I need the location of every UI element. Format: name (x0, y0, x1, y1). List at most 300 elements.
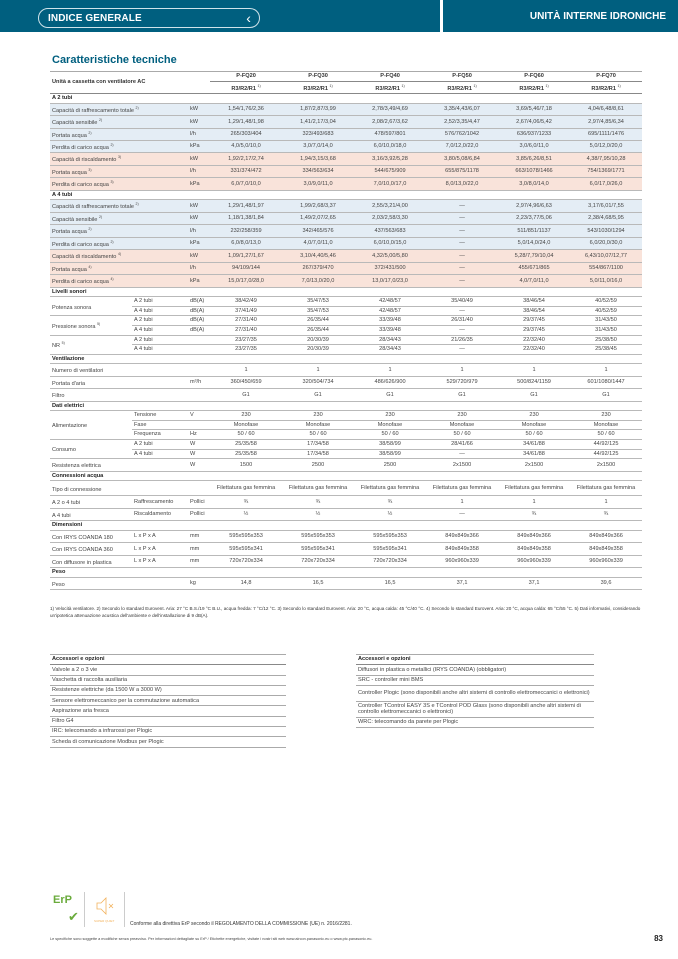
cell-value: 42/48/57 (354, 297, 426, 307)
table-row (50, 306, 642, 316)
cell-value: 1 (498, 496, 570, 508)
row-label: Capacità di raffrescamento totale $^{2)}$ (50, 103, 188, 115)
row-label: Alimentazione (50, 411, 132, 440)
chevron-left-icon[interactable]: ‹ (246, 10, 251, 26)
cell-value: 7,0/10,0/17,0 (354, 178, 426, 190)
cell-value: 1,92/2,17/2,74 (210, 153, 282, 165)
cell-value: 50 / 60 (282, 430, 354, 440)
cell-value: 334/563/634 (282, 165, 354, 177)
cell-value: Filettatura gas femmina (570, 481, 642, 496)
cell-value: 3,16/3,92/5,28 (354, 153, 426, 165)
group-header-row: Ventilazione (50, 354, 642, 364)
table-row (50, 103, 642, 115)
row-unit (188, 335, 210, 345)
cell-value: — (426, 306, 498, 316)
accessory-item: Resistenze elettriche (da 1500 W a 3000 W) (50, 685, 286, 695)
cell-value: G1 (570, 389, 642, 401)
row-label: Con IRYS COANDA 360 (50, 543, 132, 555)
row-unit: kW (188, 250, 210, 262)
accessory-item: Filtro G4 (50, 716, 286, 726)
row-label: Portata acqua $^{2)}$ (50, 225, 188, 237)
cell-value: 230 (354, 411, 426, 421)
group-header-row: Dimensioni (50, 521, 642, 531)
cell-value: 33/39/48 (354, 316, 426, 326)
cell-value: 1 (426, 496, 498, 508)
cell-value: — (426, 225, 498, 237)
row-unit: kPa (188, 141, 210, 153)
accessory-item: Controller Plogic (sono disponibili anche altri sistemi di controllo elettromeccanici o elettronici) (356, 685, 594, 701)
cell-value: 17/34/58 (282, 449, 354, 459)
super-quiet-badge (89, 892, 125, 927)
cell-value: 849x849x366 (570, 530, 642, 542)
table-title: Unità a cassetta con ventilatore AC (50, 72, 210, 94)
cell-value: Monofase (498, 420, 570, 430)
cell-value: 35/47/53 (282, 297, 354, 307)
table-row (50, 316, 642, 326)
cell-value: Filettatura gas femmina (498, 481, 570, 496)
cell-value: 16,5 (354, 577, 426, 589)
accessories-header: Accessori e opzioni (356, 655, 594, 665)
row-unit (188, 420, 210, 430)
table-row (50, 165, 642, 177)
table-row (50, 530, 642, 542)
cell-value: 1 (210, 364, 282, 376)
table-row (50, 116, 642, 128)
cell-value: 1 (570, 364, 642, 376)
cell-value: 1,41/2,17/3,04 (282, 116, 354, 128)
cell-value: 230 (498, 411, 570, 421)
cell-value: 230 (282, 411, 354, 421)
cell-value: ¾ (354, 496, 426, 508)
cell-value: 6,0/20,0/30,0 (570, 237, 642, 249)
table-row (50, 178, 642, 190)
cell-value: 25/35/58 (210, 440, 282, 450)
cell-value: 39,6 (570, 577, 642, 589)
cell-value: 655/875/1178 (426, 165, 498, 177)
table-row (50, 420, 642, 430)
table-row (50, 335, 642, 345)
row-unit: kW (188, 212, 210, 224)
cell-value: 50 / 60 (210, 430, 282, 440)
row-sublabel: Fase (132, 420, 188, 430)
cell-value: 230 (210, 411, 282, 421)
cell-value: 3,69/5,46/7,18 (498, 103, 570, 115)
accessory-item: Aspirazione aria fresca (50, 706, 286, 716)
row-label: Portata d'aria (50, 376, 188, 388)
row-sublabel: Tensione (132, 411, 188, 421)
cell-value: 1 (498, 364, 570, 376)
cell-value: 267/379/470 (282, 262, 354, 274)
row-unit: kPa (188, 275, 210, 287)
row-sublabel: A 2 tubi (132, 316, 188, 326)
cell-value: 849x849x366 (426, 530, 498, 542)
speed-header: R3/R2/R1 $^{1)}$ (210, 81, 282, 93)
cell-value: Monofase (426, 420, 498, 430)
footnotes: 1) Velocità ventilatore. 2) Secondo lo standard Eurovent. Aria: 27 °C B.S./19 °C B.U., acqua fredda: 7 °C/12 °C. 3) Secondo lo standard Eurovent. Aria: 20 °C, acqua calda: 45 °C/40 °C. 4) Secondo lo standard Eurovent. Aria: 20 °C, acqua calda: 65 °C/55 °C. 5) Dati informativi, considerando un'ipotetica attenuazione acustica dell'ambiente e dell'installazione di 9 dB(A). (50, 606, 641, 618)
cell-value: 44/92/125 (570, 440, 642, 450)
table-row (50, 212, 642, 224)
group-header-row: Peso (50, 568, 642, 578)
cell-value: Monofase (210, 420, 282, 430)
cell-value: 26/35/44 (282, 316, 354, 326)
cell-value: 3,0/6,0/11,0 (498, 141, 570, 153)
row-unit: kW (188, 153, 210, 165)
row-unit: dB(A) (188, 306, 210, 316)
cell-value: 486/626/900 (354, 376, 426, 388)
cell-value: 4,0/5,0/10,0 (210, 141, 282, 153)
row-unit (188, 481, 210, 496)
cell-value: 35/40/49 (426, 297, 498, 307)
cell-value: 3,0/8,0/14,0 (498, 178, 570, 190)
row-label: Perdita di carico acqua $^{2)}$ (50, 237, 188, 249)
cell-value: 1,87/2,87/3,99 (282, 103, 354, 115)
cell-value: 20/30/39 (282, 335, 354, 345)
row-label: A 2 o 4 tubi (50, 496, 132, 508)
row-label: A 4 tubi (50, 508, 132, 520)
cell-value: 2,55/3,21/4,00 (354, 200, 426, 212)
cell-value: 25/38/50 (570, 335, 642, 345)
accessory-item: Sensore elettromeccanico per la commutazione automatica (50, 696, 286, 706)
table-row (50, 496, 642, 508)
cell-value: 2,97/4,96/6,63 (498, 200, 570, 212)
cell-value: 3,17/6,01/7,55 (570, 200, 642, 212)
table-row (50, 225, 642, 237)
cell-value: 720x720x334 (282, 555, 354, 567)
cell-value: ¾ (282, 496, 354, 508)
cell-value: 1,29/1,48/1,98 (210, 116, 282, 128)
table-row (50, 449, 642, 459)
row-unit: dB(A) (188, 316, 210, 326)
row-label: Perdita di carico acqua $^{3)}$ (50, 178, 188, 190)
cell-value: 1,49/2,07/2,65 (282, 212, 354, 224)
cell-value: 2,97/4,85/6,34 (570, 116, 642, 128)
cell-value: 544/675/909 (354, 165, 426, 177)
row-label: Perdita di carico acqua $^{4)}$ (50, 275, 188, 287)
cell-value: Filettatura gas femmina (426, 481, 498, 496)
cell-value: 1,29/1,48/1,97 (210, 200, 282, 212)
cell-value: 5,0/11,0/16,0 (570, 275, 642, 287)
cell-value: 6,0/10,0/15,0 (354, 237, 426, 249)
row-sublabel: A 4 tubi (132, 345, 188, 355)
cell-value: 13,0/17,0/23,0 (354, 275, 426, 287)
table-row (50, 297, 642, 307)
row-unit: kPa (188, 178, 210, 190)
cell-value: 695/1111/1476 (570, 128, 642, 140)
cell-value: — (426, 250, 498, 262)
accessories-header: Accessori e opzioni (50, 655, 286, 665)
cell-value: Monofase (282, 420, 354, 430)
row-sublabel: A 2 tubi (132, 440, 188, 450)
row-unit (188, 389, 210, 401)
erp-label: ErP (53, 894, 72, 906)
row-label: Capacità di riscaldamento $^{3)}$ (50, 153, 188, 165)
cell-value: ½ (354, 508, 426, 520)
cell-value: — (426, 200, 498, 212)
row-sublabel: A 2 tubi (132, 335, 188, 345)
row-sublabel: A 4 tubi (132, 306, 188, 316)
row-label: Capacità di riscaldamento $^{4)}$ (50, 250, 188, 262)
cell-value: 3,0/9,0/11,0 (282, 178, 354, 190)
cell-value: 38/46/54 (498, 306, 570, 316)
row-label: Resistenza elettrica (50, 459, 188, 471)
cell-value: 38/58/99 (354, 449, 426, 459)
row-unit: W (188, 449, 210, 459)
speed-header: R3/R2/R1 $^{1)}$ (570, 81, 642, 93)
row-unit: Pollici (188, 496, 210, 508)
cell-value: 720x720x334 (354, 555, 426, 567)
cell-value: 7,0/12,0/22,0 (426, 141, 498, 153)
row-sublabel: L x P x A (132, 530, 188, 542)
accessory-item: Vaschetta di raccolta ausiliaria (50, 675, 286, 685)
cell-value: 1 (282, 364, 354, 376)
cell-value: 595x595x353 (210, 530, 282, 542)
row-label: Filtro (50, 389, 188, 401)
cell-value: 26/35/44 (282, 325, 354, 335)
cell-value: 6,0/17,0/26,0 (570, 178, 642, 190)
cell-value: 543/1030/1294 (570, 225, 642, 237)
cell-value: 849x849x358 (426, 543, 498, 555)
table-row (50, 440, 642, 450)
cell-value: 20/30/39 (282, 345, 354, 355)
cell-value: 37,1 (498, 577, 570, 589)
model-header: P-FQ50 (426, 72, 498, 82)
cell-value: 1,94/3,15/3,68 (282, 153, 354, 165)
cell-value: ¾ (570, 508, 642, 520)
cell-value: 849x849x358 (570, 543, 642, 555)
table-row (50, 262, 642, 274)
cell-value: 23/27/35 (210, 345, 282, 355)
cell-value: 22/32/40 (498, 345, 570, 355)
cell-value: 2x1500 (498, 459, 570, 471)
cell-value: 38/42/49 (210, 297, 282, 307)
cell-value: 529/720/979 (426, 376, 498, 388)
table-row (50, 250, 642, 262)
accessory-item: Valvole a 2 o 3 vie (50, 665, 286, 675)
general-index-button[interactable] (38, 8, 260, 28)
table-row (50, 543, 642, 555)
cell-value: 38/58/99 (354, 440, 426, 450)
table-row (50, 128, 642, 140)
cell-value: 1 (354, 364, 426, 376)
cell-value: 5,0/12,0/20,0 (570, 141, 642, 153)
cell-value: 29/37/45 (498, 325, 570, 335)
speed-header: R3/R2/R1 $^{1)}$ (426, 81, 498, 93)
row-unit: W (188, 440, 210, 450)
speed-header: R3/R2/R1 $^{1)}$ (354, 81, 426, 93)
model-header: P-FQ60 (498, 72, 570, 82)
cell-value: 21/26/35 (426, 335, 498, 345)
cell-value: 849x849x358 (498, 543, 570, 555)
cell-value: 1,54/1,76/2,36 (210, 103, 282, 115)
group-header-row: A 4 tubi (50, 190, 642, 200)
cell-value: 1,09/1,27/1,67 (210, 250, 282, 262)
cell-value: 372/431/500 (354, 262, 426, 274)
cell-value: 50 / 60 (426, 430, 498, 440)
cell-value: 4,38/7,95/10,28 (570, 153, 642, 165)
cell-value: 31/43/50 (570, 316, 642, 326)
cell-value: 849x849x366 (498, 530, 570, 542)
cell-value: 2500 (354, 459, 426, 471)
row-sublabel: L x P x A (132, 555, 188, 567)
cell-value: 33/39/48 (354, 325, 426, 335)
cell-value: 2,78/3,49/4,69 (354, 103, 426, 115)
accessories-left-table (50, 654, 286, 748)
cell-value: 576/762/1042 (426, 128, 498, 140)
cell-value: — (426, 345, 498, 355)
cell-value: 437/563/683 (354, 225, 426, 237)
table-row (50, 275, 642, 287)
cell-value: — (426, 449, 498, 459)
erp-badge (50, 892, 85, 927)
cell-value: 50 / 60 (570, 430, 642, 440)
cell-value: G1 (354, 389, 426, 401)
disclaimer-text: Le specifiche sono soggette a modifiche senza preavviso. Per informazioni dettagliate su ErP / Etichette energetiche, visitate i nostri siti web www.aircon.panasonic.eu o www.ptc.panasonic.eu. (50, 937, 373, 941)
row-unit: mm (188, 530, 210, 542)
row-label: Pressione sonora $^{5)}$ (50, 316, 132, 335)
cell-value: 663/1078/1466 (498, 165, 570, 177)
table-row (50, 481, 642, 496)
row-label: Portata acqua $^{3)}$ (50, 165, 188, 177)
row-label: Numero di ventilatori (50, 364, 188, 376)
row-unit: W (188, 459, 210, 471)
cell-value: 31/43/50 (570, 325, 642, 335)
cell-value: 15,0/17,0/28,0 (210, 275, 282, 287)
cell-value: 754/1369/1771 (570, 165, 642, 177)
row-unit: kW (188, 103, 210, 115)
cell-value: 25/38/45 (570, 345, 642, 355)
row-label: Capacità di raffrescamento totale $^{2)}$ (50, 200, 188, 212)
cell-value: 601/1080/1447 (570, 376, 642, 388)
row-unit: mm (188, 555, 210, 567)
cell-value: 3,85/6,26/8,51 (498, 153, 570, 165)
cell-value: 23/27/35 (210, 335, 282, 345)
row-sublabel: L x P x A (132, 543, 188, 555)
cell-value: 331/374/472 (210, 165, 282, 177)
cell-value: 1,18/1,38/1,84 (210, 212, 282, 224)
row-unit: mm (188, 543, 210, 555)
cell-value: — (426, 262, 498, 274)
model-header: P-FQ70 (570, 72, 642, 82)
cell-value: 500/824/1159 (498, 376, 570, 388)
row-unit: Pollici (188, 508, 210, 520)
cell-value: Filettatura gas femmina (210, 481, 282, 496)
cell-value: 27/31/40 (210, 316, 282, 326)
row-label: Tipo di connessione (50, 481, 188, 496)
group-header-row: Dati elettrici (50, 401, 642, 411)
row-label: Portata acqua $^{4)}$ (50, 262, 188, 274)
cell-value: Monofase (570, 420, 642, 430)
cell-value: 34/61/88 (498, 449, 570, 459)
cell-value: 342/465/576 (282, 225, 354, 237)
cell-value: 8,0/13,0/22,0 (426, 178, 498, 190)
cell-value: 6,0/7,0/10,0 (210, 178, 282, 190)
row-unit: kW (188, 116, 210, 128)
accessory-item: SRC - controller mini BMS (356, 675, 594, 685)
top-bar-right (443, 0, 678, 32)
cell-value: — (426, 325, 498, 335)
row-label: Perdita di carico acqua $^{2)}$ (50, 141, 188, 153)
cell-value: 1,99/2,68/3,37 (282, 200, 354, 212)
cell-value: 455/671/865 (498, 262, 570, 274)
accessories-right-table (356, 654, 594, 728)
table-row (50, 430, 642, 440)
cell-value: 16,5 (282, 577, 354, 589)
table-row (50, 325, 642, 335)
cell-value: 1 (426, 364, 498, 376)
cell-value: 3,35/4,43/6,07 (426, 103, 498, 115)
cell-value: 960x960x339 (426, 555, 498, 567)
row-sublabel: A 4 tubi (132, 325, 188, 335)
cell-value: 4,0/7,0/11,0 (498, 275, 570, 287)
cell-value: 4,04/6,48/8,61 (570, 103, 642, 115)
spec-table (50, 71, 642, 590)
model-header: P-FQ40 (354, 72, 426, 82)
model-header: P-FQ30 (282, 72, 354, 82)
cell-value: 720x720x334 (210, 555, 282, 567)
accessory-item: WRC: telecomando da parete per Plogic (356, 717, 594, 727)
cell-value: 2,23/3,77/5,06 (498, 212, 570, 224)
row-unit: dB(A) (188, 297, 210, 307)
cell-value: 40/52/59 (570, 297, 642, 307)
table-row (50, 508, 642, 520)
row-sublabel: Riscaldamento (132, 508, 188, 520)
accessory-item: Diffusori in plastica o metallici (IRYS COANDA) (obbligatori) (356, 665, 594, 675)
cell-value: 2,08/2,67/3,62 (354, 116, 426, 128)
super-quiet-label: SUPER QUIET (94, 919, 115, 923)
cell-value: ½ (210, 508, 282, 520)
row-label: Capacità sensibile $^{2)}$ (50, 116, 188, 128)
top-bar-left (0, 0, 440, 32)
cell-value: 50 / 60 (498, 430, 570, 440)
cell-value: 1 (570, 496, 642, 508)
top-bar (0, 0, 678, 32)
cell-value: 6,43/10,07/12,77 (570, 250, 642, 262)
table-row (50, 141, 642, 153)
cell-value: 14,8 (210, 577, 282, 589)
cell-value: 554/867/1100 (570, 262, 642, 274)
row-unit (188, 345, 210, 355)
cell-value: 7,0/13,0/20,0 (282, 275, 354, 287)
table-row (50, 577, 642, 589)
cell-value: 511/851/1137 (498, 225, 570, 237)
cell-value: Filettatura gas femmina (282, 481, 354, 496)
row-label: Con IRYS COANDA 180 (50, 530, 132, 542)
cell-value: 5,28/7,79/10,04 (498, 250, 570, 262)
speaker-mute-icon (95, 896, 117, 916)
cell-value: 4,32/5,00/5,80 (354, 250, 426, 262)
cell-value: 25/35/58 (210, 449, 282, 459)
cell-value: 2x1500 (426, 459, 498, 471)
cell-value: 29/37/45 (498, 316, 570, 326)
group-header-row: A 2 tubi (50, 94, 642, 104)
cell-value: 5,0/14,0/24,0 (498, 237, 570, 249)
page-number: 83 (654, 934, 663, 943)
cell-value: 50 / 60 (354, 430, 426, 440)
row-unit (188, 364, 210, 376)
row-unit: l/h (188, 225, 210, 237)
row-sublabel: Frequenza (132, 430, 188, 440)
table-row (50, 389, 642, 401)
cell-value: 230 (426, 411, 498, 421)
cell-value: 2,38/4,68/5,95 (570, 212, 642, 224)
row-unit: Hz (188, 430, 210, 440)
row-label: Con diffusore in plastica (50, 555, 132, 567)
cell-value: 595x595x341 (282, 543, 354, 555)
cell-value: G1 (282, 389, 354, 401)
cell-value: 2x1500 (570, 459, 642, 471)
cell-value: 232/258/359 (210, 225, 282, 237)
row-sublabel: A 4 tubi (132, 449, 188, 459)
